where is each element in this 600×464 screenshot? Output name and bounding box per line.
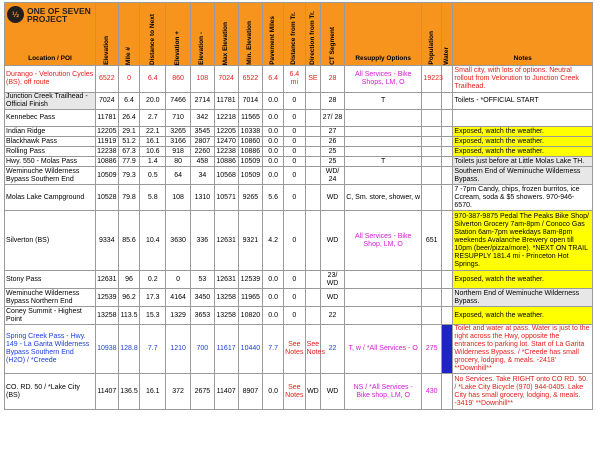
logo-badge-icon: ½: [7, 6, 24, 23]
elevation-cell[interactable]: 10528: [95, 185, 118, 211]
elevation-cell[interactable]: 11781: [95, 110, 118, 127]
table-row[interactable]: [5, 157, 593, 167]
header-distance-next[interactable]: Distance to Next: [140, 3, 166, 66]
max-elevation-cell[interactable]: 10886: [214, 157, 238, 167]
mile-cell[interactable]: 0: [118, 66, 140, 93]
min-elevation-cell[interactable]: 7014: [238, 93, 263, 110]
table-row[interactable]: [5, 325, 593, 374]
table-row[interactable]: [5, 289, 593, 307]
ct-segment-cell[interactable]: 26: [321, 137, 345, 147]
location-cell[interactable]: Hwy. 550 - Molas Pass: [5, 157, 96, 167]
notes-cell[interactable]: Exposed, watch the weather.: [453, 137, 593, 147]
location-cell[interactable]: Stony Pass: [5, 271, 96, 289]
water-cell[interactable]: [442, 137, 453, 147]
table-row[interactable]: [5, 127, 593, 137]
population-cell[interactable]: [422, 307, 442, 325]
max-elevation-cell[interactable]: 12238: [214, 147, 238, 157]
elevation-plus-cell[interactable]: 710: [166, 110, 191, 127]
population-cell[interactable]: 651: [422, 211, 442, 271]
min-elevation-cell[interactable]: 8907: [238, 374, 263, 410]
population-cell[interactable]: [422, 157, 442, 167]
elevation-minus-cell[interactable]: 34: [190, 167, 214, 185]
mile-cell[interactable]: 79.8: [118, 185, 140, 211]
pavement-cell[interactable]: 4.2: [263, 211, 284, 271]
max-elevation-cell[interactable]: 11617: [214, 325, 238, 374]
water-cell[interactable]: [442, 211, 453, 271]
direction-trail-cell[interactable]: [305, 127, 321, 137]
distance-trail-cell[interactable]: 0: [283, 307, 305, 325]
table-row[interactable]: [5, 307, 593, 325]
direction-trail-cell[interactable]: WD: [305, 374, 321, 410]
min-elevation-cell[interactable]: 6522: [238, 66, 263, 93]
elevation-plus-cell[interactable]: 108: [166, 185, 191, 211]
elevation-minus-cell[interactable]: 108: [190, 66, 214, 93]
distance-trail-cell[interactable]: 0: [283, 185, 305, 211]
resupply-cell[interactable]: [344, 110, 422, 127]
notes-cell[interactable]: Toilet and water at pass. Water is just to the right across the Hwy, opposite the entrances to parking lot. Start of La Garita Wilderness Bypass. / *Creede has small grocery, lodging, & meals. -2418' **Downhill**: [453, 325, 593, 374]
resupply-cell[interactable]: All Services - Bike Shops, LM, O: [344, 66, 422, 93]
max-elevation-cell[interactable]: 11781: [214, 93, 238, 110]
direction-trail-cell[interactable]: [305, 157, 321, 167]
mile-cell[interactable]: 77.9: [118, 157, 140, 167]
distance-cell[interactable]: 0.2: [140, 271, 166, 289]
elevation-plus-cell[interactable]: 860: [166, 66, 191, 93]
population-cell[interactable]: 275: [422, 325, 442, 374]
pavement-cell[interactable]: 0.0: [263, 307, 284, 325]
ct-segment-cell[interactable]: 28: [321, 66, 345, 93]
elevation-minus-cell[interactable]: 2260: [190, 147, 214, 157]
header-population[interactable]: Population: [422, 3, 442, 66]
min-elevation-cell[interactable]: 10820: [238, 307, 263, 325]
elevation-plus-cell[interactable]: 1329: [166, 307, 191, 325]
distance-cell[interactable]: 6.4: [140, 66, 166, 93]
distance-cell[interactable]: 20.0: [140, 93, 166, 110]
mile-cell[interactable]: 79.3: [118, 167, 140, 185]
distance-trail-cell[interactable]: 0: [283, 147, 305, 157]
min-elevation-cell[interactable]: 11565: [238, 110, 263, 127]
pavement-cell[interactable]: 0.0: [263, 110, 284, 127]
header-elevation-minus[interactable]: Elevation -: [190, 3, 214, 66]
min-elevation-cell[interactable]: 10440: [238, 325, 263, 374]
location-cell[interactable]: Weminuche Wilderness Bypass Southern End: [5, 167, 96, 185]
water-cell[interactable]: [442, 127, 453, 137]
one-of-seven-logo: [7, 6, 91, 23]
elevation-cell[interactable]: 12238: [97, 147, 117, 155]
population-cell[interactable]: [422, 185, 442, 211]
mile-cell[interactable]: 96.2: [118, 289, 140, 307]
header-mile[interactable]: Mile #: [118, 3, 140, 66]
spreadsheet: [4, 2, 593, 410]
min-elevation-cell[interactable]: 10509: [238, 167, 263, 185]
elevation-cell[interactable]: 10509: [95, 167, 118, 185]
population-cell[interactable]: [422, 289, 442, 307]
location-cell[interactable]: Durango - Velorution Cycles (BS), off route: [5, 66, 96, 93]
ct-segment-cell[interactable]: WD/ 24: [321, 167, 345, 185]
location-cell[interactable]: Rolling Pass: [5, 147, 96, 157]
ct-segment-cell[interactable]: 27: [321, 127, 345, 137]
water-cell[interactable]: [442, 185, 453, 211]
notes-cell[interactable]: 7 -7pm Candy, chips, frozen burritos, ice Ccream, soda & $5 showers. 970-946-6570.: [453, 185, 593, 211]
elevation-minus-cell[interactable]: 336: [190, 211, 214, 271]
elevation-minus-cell[interactable]: 2675: [190, 374, 214, 410]
min-elevation-cell[interactable]: 10886: [238, 147, 263, 157]
pavement-cell[interactable]: 5.6: [263, 185, 284, 211]
header-distance-trail[interactable]: Distance from Tr.: [283, 3, 305, 66]
notes-cell[interactable]: Toilets just before at Little Molas Lake TH.: [453, 157, 593, 167]
elevation-plus-cell[interactable]: 0: [166, 271, 191, 289]
location-cell[interactable]: Indian Ridge: [5, 127, 96, 137]
notes-cell[interactable]: Exposed, watch the weather.: [453, 147, 593, 157]
ct-segment-cell[interactable]: 27/ 28: [321, 110, 345, 127]
distance-cell[interactable]: 15.3: [140, 307, 166, 325]
mile-cell[interactable]: 6.4: [118, 93, 140, 110]
elevation-cell[interactable]: 9334: [95, 211, 118, 271]
elevation-plus-cell[interactable]: 3166: [166, 137, 191, 147]
direction-trail-cell[interactable]: See Notes: [305, 325, 321, 374]
header-row: [5, 3, 593, 66]
header-elevation[interactable]: Elevation: [95, 3, 118, 66]
direction-trail-cell[interactable]: [305, 271, 321, 289]
table-row[interactable]: [5, 147, 593, 157]
elevation-plus-cell[interactable]: 3265: [166, 127, 191, 137]
max-elevation-cell[interactable]: 13258: [214, 289, 238, 307]
ct-segment-cell[interactable]: 28: [321, 93, 345, 110]
elevation-plus-cell[interactable]: 1210: [166, 325, 191, 374]
elevation-minus-cell[interactable]: 2714: [190, 93, 214, 110]
table-row[interactable]: [5, 167, 593, 185]
distance-cell[interactable]: 2.7: [140, 110, 166, 127]
mile-cell[interactable]: 96: [118, 271, 140, 289]
notes-cell[interactable]: Northern End of Weminuche Wilderness Bypass.: [453, 289, 593, 307]
direction-trail-cell[interactable]: SE: [305, 66, 321, 93]
elevation-plus-cell[interactable]: 4164: [166, 289, 191, 307]
notes-cell[interactable]: Exposed, watch the weather.: [453, 271, 593, 289]
header-max-elevation[interactable]: Max Elevation: [214, 3, 238, 66]
resupply-cell[interactable]: NS / *All Services - Bike shop, LM, O: [344, 374, 422, 410]
table-row[interactable]: [5, 211, 593, 271]
ct-segment-cell[interactable]: WD: [321, 185, 345, 211]
population-cell[interactable]: [422, 110, 442, 127]
direction-trail-cell[interactable]: [305, 307, 321, 325]
direction-trail-cell[interactable]: [305, 93, 321, 110]
notes-cell[interactable]: 970-387-9875 Pedal The Peaks Bike Shop/ Silverton Grocery 7am-8pm / Conoco Gas Station 6am-7pm weekdays 8am-8pm weekends Avalanche Brewery open till 10pm (beer/pizza/more). *NEXT ON TRAIL RESUPPLY 181.4 mi - Princeton Hot Springs.: [453, 211, 593, 271]
min-elevation-cell[interactable]: 9321: [238, 211, 263, 271]
resupply-cell[interactable]: [344, 167, 422, 185]
elevation-minus-cell[interactable]: 3450: [190, 289, 214, 307]
resupply-cell[interactable]: All Services - Bike Shop, LM, O: [344, 211, 422, 271]
mile-cell[interactable]: 51.2: [118, 137, 140, 147]
pavement-cell[interactable]: 6.4: [263, 66, 284, 93]
distance-trail-cell[interactable]: 0: [283, 167, 305, 185]
notes-cell[interactable]: Southern End of Weminuche Wilderness Bypass.: [453, 167, 593, 185]
mile-cell[interactable]: 113.5: [118, 307, 140, 325]
header-notes[interactable]: Notes: [453, 3, 593, 66]
header-elevation-plus[interactable]: Elevation +: [166, 3, 191, 66]
distance-trail-cell[interactable]: 0: [283, 93, 305, 110]
resupply-cell[interactable]: [344, 307, 422, 325]
header-ct-segment[interactable]: CT Segment: [321, 3, 345, 66]
water-cell[interactable]: [442, 147, 453, 157]
mile-cell[interactable]: 128.8: [118, 325, 140, 374]
max-elevation-cell[interactable]: 12218: [214, 110, 238, 127]
header-location-label: Location / POI: [28, 55, 72, 62]
table-row[interactable]: [5, 374, 593, 410]
trail-data-table: [4, 2, 593, 410]
resupply-cell[interactable]: C, Sm. store, shower, w: [344, 185, 422, 211]
resupply-cell[interactable]: T, w / *All Services - O: [344, 325, 422, 374]
distance-trail-cell[interactable]: 0: [283, 271, 305, 289]
elevation-cell[interactable]: 10938: [95, 325, 118, 374]
min-elevation-cell[interactable]: 9265: [238, 185, 263, 211]
ct-segment-cell[interactable]: WD: [321, 211, 345, 271]
distance-cell[interactable]: 16.1: [140, 137, 166, 147]
distance-trail-cell[interactable]: See Notes: [283, 374, 305, 410]
max-elevation-cell[interactable]: 7024: [214, 66, 238, 93]
max-elevation-cell[interactable]: 10571: [214, 185, 238, 211]
max-elevation-cell[interactable]: 13258: [214, 307, 238, 325]
table-row[interactable]: [5, 185, 593, 211]
ct-segment-cell[interactable]: 25: [321, 147, 345, 157]
min-elevation-cell[interactable]: 10860: [238, 137, 263, 147]
notes-cell[interactable]: No Services. Take RIGHT onto CO RD. 50. / *Lake City Bicycle (970) 944-0405. Lake City has small grocery, lodging, & meals. -3419' **Downhill**: [453, 374, 593, 410]
population-cell[interactable]: [422, 93, 442, 110]
ct-segment-cell[interactable]: 22: [321, 307, 345, 325]
elevation-plus-cell[interactable]: 3630: [166, 211, 191, 271]
pavement-cell[interactable]: 0.0: [263, 157, 284, 167]
distance-trail-cell[interactable]: 0: [283, 289, 305, 307]
population-cell[interactable]: 430: [422, 374, 442, 410]
elevation-minus-cell[interactable]: 3545: [190, 127, 214, 137]
table-row[interactable]: [5, 66, 593, 93]
distance-cell[interactable]: 7.7: [140, 325, 166, 374]
max-elevation-cell[interactable]: 10568: [214, 167, 238, 185]
water-cell[interactable]: [442, 66, 453, 93]
pavement-cell[interactable]: 0.0: [263, 147, 284, 157]
location-cell[interactable]: Kennebec Pass: [5, 110, 96, 127]
elevation-plus-cell[interactable]: 7466: [166, 93, 191, 110]
table-row[interactable]: [5, 110, 593, 127]
water-cell[interactable]: [442, 167, 453, 185]
notes-cell[interactable]: [453, 110, 593, 127]
distance-cell[interactable]: 17.3: [140, 289, 166, 307]
direction-trail-cell[interactable]: [305, 137, 321, 147]
location-cell[interactable]: Molas Lake Campground: [5, 185, 96, 211]
elevation-minus-cell[interactable]: 458: [190, 157, 214, 167]
ct-segment-cell[interactable]: 22: [321, 325, 345, 374]
resupply-cell[interactable]: [344, 271, 422, 289]
elevation-minus-cell[interactable]: 3653: [190, 307, 214, 325]
min-elevation-cell[interactable]: 10338: [238, 127, 263, 137]
water-cell[interactable]: [442, 93, 453, 110]
distance-trail-cell[interactable]: 0: [283, 157, 305, 167]
population-cell[interactable]: 19223: [422, 66, 442, 93]
elevation-minus-cell[interactable]: 1310: [190, 185, 214, 211]
max-elevation-cell[interactable]: 12470: [214, 137, 238, 147]
distance-trail-cell[interactable]: 0: [283, 110, 305, 127]
water-cell[interactable]: [442, 289, 453, 307]
elevation-cell[interactable]: 7024: [95, 93, 118, 110]
elevation-minus-cell[interactable]: 2807: [190, 137, 214, 147]
distance-cell[interactable]: 22.1: [140, 127, 166, 137]
distance-cell[interactable]: 0.5: [140, 167, 166, 185]
population-cell[interactable]: [422, 127, 442, 137]
ct-segment-cell[interactable]: 23/ WD: [321, 271, 345, 289]
water-cell[interactable]: [442, 325, 453, 374]
pavement-cell[interactable]: 0.0: [263, 137, 284, 147]
elevation-plus-cell[interactable]: 80: [166, 157, 191, 167]
distance-cell[interactable]: 10.4: [140, 211, 166, 271]
resupply-cell[interactable]: T: [344, 157, 422, 167]
ct-segment-cell[interactable]: WD: [321, 289, 345, 307]
elevation-minus-cell[interactable]: 342: [190, 110, 214, 127]
distance-trail-cell[interactable]: See Notes: [283, 325, 305, 374]
elevation-plus-cell[interactable]: 372: [166, 374, 191, 410]
distance-trail-cell[interactable]: 0: [283, 137, 305, 147]
population-cell[interactable]: [422, 137, 442, 147]
direction-trail-cell[interactable]: [305, 211, 321, 271]
pavement-cell[interactable]: 0.0: [263, 289, 284, 307]
location-cell[interactable]: Spring Creek Pass - Hwy. 149 - La Garita Wilderness Bypass Southern End (H2O) / *Creede: [5, 325, 96, 374]
header-min-elevation[interactable]: Min. Elevation: [238, 3, 263, 66]
location-cell[interactable]: Blackhawk Pass: [5, 137, 96, 147]
min-elevation-cell[interactable]: 10509: [238, 157, 263, 167]
pavement-cell[interactable]: 0.0: [263, 127, 284, 137]
ct-segment-cell[interactable]: 25: [321, 157, 345, 167]
distance-cell[interactable]: 1.4: [140, 157, 166, 167]
pavement-cell[interactable]: 0.0: [263, 374, 284, 410]
population-cell[interactable]: [422, 271, 442, 289]
notes-cell[interactable]: Toilets - *OFFICIAL START: [453, 93, 593, 110]
location-cell[interactable]: Coney Summit - Highest Point: [5, 307, 96, 325]
table-row[interactable]: [5, 271, 593, 289]
elevation-plus-cell[interactable]: 64: [166, 167, 191, 185]
elevation-minus-cell[interactable]: 53: [190, 271, 214, 289]
direction-trail-cell[interactable]: [305, 147, 321, 157]
location-cell[interactable]: Junction Creek Trailhead - Official Finish: [5, 93, 96, 110]
distance-trail-cell[interactable]: 0: [283, 211, 305, 271]
location-cell[interactable]: Weminuche Wilderness Bypass Northern End: [5, 289, 96, 307]
logo-line1: ONE OF SEVEN: [27, 5, 91, 16]
mile-cell[interactable]: 85.6: [118, 211, 140, 271]
elevation-cell[interactable]: 13258: [95, 307, 118, 325]
water-cell[interactable]: [442, 157, 453, 167]
min-elevation-cell[interactable]: 12539: [238, 271, 263, 289]
elevation-cell[interactable]: 11919: [97, 137, 117, 145]
ct-segment-cell[interactable]: WD: [321, 374, 345, 410]
elevation-minus-cell[interactable]: 700: [190, 325, 214, 374]
elevation-cell[interactable]: 12631: [95, 271, 118, 289]
water-cell[interactable]: [442, 374, 453, 410]
header-direction-trail[interactable]: Direction from Tr.: [305, 3, 321, 66]
direction-trail-cell[interactable]: [305, 185, 321, 211]
direction-trail-cell[interactable]: [305, 289, 321, 307]
notes-cell[interactable]: Small city, with lots of options. Neutral rollout from Velorution to Junction Creek Trailhead.: [453, 66, 593, 93]
population-cell[interactable]: [422, 167, 442, 185]
location-cell[interactable]: CO. RD. 50 / *Lake City (BS): [5, 374, 96, 410]
max-elevation-cell[interactable]: 12205: [214, 127, 238, 137]
mile-cell[interactable]: 67.3: [118, 147, 140, 157]
notes-cell[interactable]: Exposed, watch the weather.: [453, 307, 593, 325]
water-cell[interactable]: [442, 307, 453, 325]
distance-trail-cell[interactable]: 0: [283, 127, 305, 137]
max-elevation-cell[interactable]: 11407: [214, 374, 238, 410]
pavement-cell[interactable]: 0.0: [263, 271, 284, 289]
elevation-plus-cell[interactable]: 918: [166, 147, 191, 157]
mile-cell[interactable]: 26.4: [118, 110, 140, 127]
population-cell[interactable]: [422, 147, 442, 157]
logo-line2: PROJECT: [27, 13, 68, 24]
distance-cell[interactable]: 16.1: [140, 374, 166, 410]
min-elevation-cell[interactable]: 11965: [238, 289, 263, 307]
table-row[interactable]: [5, 93, 593, 110]
distance-cell[interactable]: 10.6: [140, 147, 166, 157]
header-water[interactable]: Water: [442, 3, 453, 66]
header-location[interactable]: [5, 3, 96, 66]
resupply-cell[interactable]: [344, 127, 422, 137]
elevation-cell[interactable]: 6522: [95, 66, 118, 93]
location-cell[interactable]: Silverton (BS): [5, 211, 96, 271]
pavement-cell[interactable]: 7.7: [263, 325, 284, 374]
max-elevation-cell[interactable]: 12631: [214, 211, 238, 271]
resupply-cell[interactable]: [344, 147, 422, 157]
mile-cell[interactable]: 29.1: [118, 127, 140, 137]
header-pavement-miles[interactable]: Pavement Miles: [263, 3, 284, 66]
water-cell[interactable]: [442, 110, 453, 127]
distance-cell[interactable]: 5.8: [140, 185, 166, 211]
table-row[interactable]: [5, 137, 593, 147]
resupply-cell[interactable]: [344, 289, 422, 307]
header-resupply[interactable]: Resupply Options: [344, 3, 422, 66]
resupply-cell[interactable]: T: [344, 93, 422, 110]
distance-trail-cell[interactable]: 6.4 mi: [283, 66, 305, 93]
direction-trail-cell[interactable]: [305, 167, 321, 185]
water-cell[interactable]: [442, 271, 453, 289]
elevation-cell[interactable]: 12539: [95, 289, 118, 307]
pavement-cell[interactable]: 0.0: [263, 167, 284, 185]
mile-cell[interactable]: 136.5: [118, 374, 140, 410]
pavement-cell[interactable]: 0.0: [263, 93, 284, 110]
notes-cell[interactable]: Exposed, watch the weather.: [453, 127, 593, 137]
max-elevation-cell[interactable]: 12631: [214, 271, 238, 289]
elevation-cell[interactable]: 11407: [95, 374, 118, 410]
elevation-cell[interactable]: 12205: [97, 127, 117, 135]
direction-trail-cell[interactable]: [305, 110, 321, 127]
elevation-cell[interactable]: 10886: [97, 157, 117, 165]
resupply-cell[interactable]: [344, 137, 422, 147]
